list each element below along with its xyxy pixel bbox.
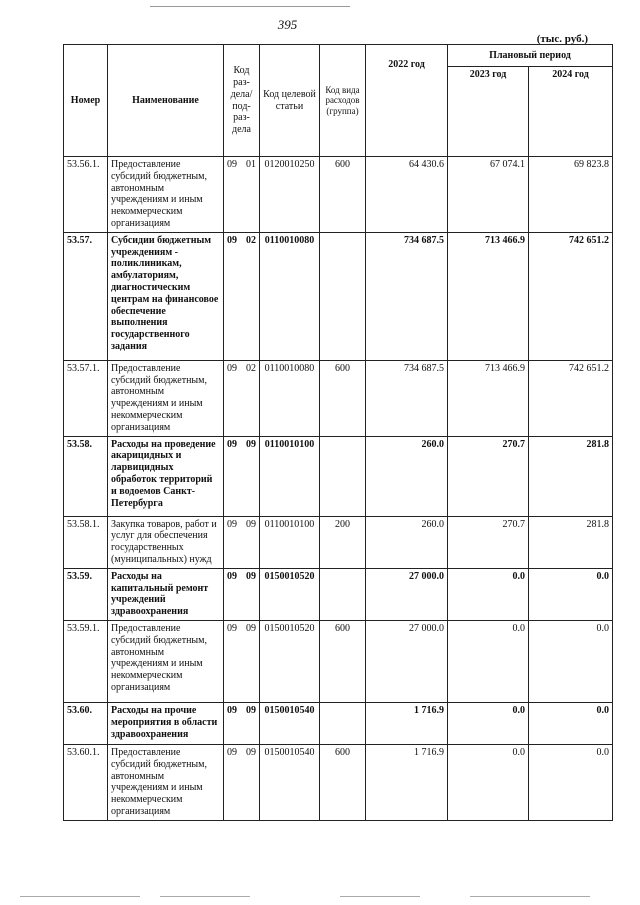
budget-table [63, 44, 613, 821]
table-row [64, 436, 613, 516]
row-2023: 270.7 [448, 436, 529, 516]
row-target-code: 0110010100 [260, 516, 320, 568]
row-name: Предоставление субсидий бюджетным, автономным учреждениям и иным некоммерческим организациям [108, 360, 224, 436]
row-expense-code: 600 [320, 744, 366, 820]
subsection-code: 01 [246, 159, 256, 170]
header-target-code: Код целевой статьи [260, 45, 320, 157]
subsection-code: 09 [246, 570, 256, 582]
header-expense-code: Код вида расходов (группа) [320, 45, 366, 157]
row-number: 53.56.1. [64, 157, 108, 233]
row-number: 53.60. [64, 702, 108, 744]
row-section-code [224, 516, 260, 568]
row-2023: 0.0 [448, 620, 529, 702]
row-2023: 0.0 [448, 744, 529, 820]
subsection-code: 09 [246, 438, 256, 450]
row-target-code: 0150010520 [260, 620, 320, 702]
row-expense-code: 600 [320, 620, 366, 702]
section-code: 09 [227, 234, 237, 246]
header-2023: 2023 год [448, 67, 529, 157]
table-body [64, 157, 613, 821]
row-2023: 713 466.9 [448, 360, 529, 436]
row-section-code [224, 744, 260, 820]
section-code: 09 [227, 746, 237, 758]
table-row [64, 232, 613, 360]
section-code: 09 [227, 518, 237, 530]
row-name: Расходы на прочие мероприятия в области здравоохранения [108, 702, 224, 744]
row-section-code [224, 568, 260, 620]
table-row [64, 516, 613, 568]
row-target-code: 0110010080 [260, 360, 320, 436]
section-code: 09 [227, 159, 237, 170]
row-2024: 0.0 [529, 620, 613, 702]
row-number: 53.58.1. [64, 516, 108, 568]
subsection-code: 09 [246, 746, 256, 758]
section-code: 09 [227, 362, 237, 374]
row-name: Закупка товаров, работ и услуг для обеспечения государственных (муниципальных) нужд [108, 516, 224, 568]
row-expense-code [320, 702, 366, 744]
section-code: 09 [227, 570, 237, 582]
row-2024: 0.0 [529, 702, 613, 744]
row-section-code [224, 157, 260, 233]
row-expense-code [320, 568, 366, 620]
row-2024: 742 651.2 [529, 232, 613, 360]
subsection-code: 09 [246, 622, 256, 634]
table-row [64, 568, 613, 620]
row-expense-code: 200 [320, 516, 366, 568]
row-number: 53.59. [64, 568, 108, 620]
row-name: Расходы на проведение акарицидных и ларвицидных обработок территорий и водоемов Санкт-Петербурга [108, 436, 224, 516]
row-2022: 27 000.0 [366, 620, 448, 702]
subsection-code: 09 [246, 704, 256, 716]
row-2024: 281.8 [529, 436, 613, 516]
row-2023: 67 074.1 [448, 157, 529, 233]
row-2024: 69 823.8 [529, 157, 613, 233]
row-2022: 64 430.6 [366, 157, 448, 233]
header-name: Наименование [108, 45, 224, 157]
row-2022: 734 687.5 [366, 232, 448, 360]
row-name: Предоставление субсидий бюджетным, автономным учреждениям и иным некоммерческим организациям [108, 744, 224, 820]
page-number: 395 [277, 17, 298, 32]
header-2022: 2022 год [366, 45, 448, 157]
row-target-code: 0110010080 [260, 232, 320, 360]
header-planning-period: Плановый период [448, 45, 613, 67]
units-label: (тыс. руб.) [536, 33, 588, 45]
row-2022: 1 716.9 [366, 744, 448, 820]
header-section-code: Код раз- дела/ под- раз- дела [224, 45, 260, 157]
row-2024: 0.0 [529, 568, 613, 620]
row-name: Предоставление субсидий бюджетным, автономным учреждениям и иным некоммерческим организациям [108, 620, 224, 702]
table-row [64, 620, 613, 702]
row-section-code [224, 436, 260, 516]
row-target-code: 0110010100 [260, 436, 320, 516]
subsection-code: 02 [246, 362, 256, 374]
header-2024: 2024 год [529, 67, 613, 157]
row-number: 53.59.1. [64, 620, 108, 702]
row-section-code [224, 360, 260, 436]
row-2024: 742 651.2 [529, 360, 613, 436]
row-2023: 0.0 [448, 702, 529, 744]
row-target-code: 0120010250 [260, 157, 320, 233]
section-code: 09 [227, 438, 237, 450]
section-code: 09 [227, 704, 237, 716]
top-rule [150, 6, 350, 7]
header-number: Номер [64, 45, 108, 157]
row-number: 53.57. [64, 232, 108, 360]
row-name: Предоставление субсидий бюджетным, автономным учреждениям и иным некоммерческим организациям [108, 157, 224, 233]
row-2022: 260.0 [366, 516, 448, 568]
row-number: 53.57.1. [64, 360, 108, 436]
row-section-code [224, 620, 260, 702]
row-2022: 27 000.0 [366, 568, 448, 620]
row-2022: 734 687.5 [366, 360, 448, 436]
row-2023: 713 466.9 [448, 232, 529, 360]
row-target-code: 0150010540 [260, 702, 320, 744]
row-section-code [224, 702, 260, 744]
table-header [64, 45, 613, 157]
row-name: Субсидии бюджетным учреждениям - поликлиникам, амбулаториям, диагностическим центрам на финансовое обеспечение выполнения государственного задания [108, 232, 224, 360]
table-row [64, 744, 613, 820]
row-name: Расходы на капитальный ремонт учреждений здравоохранения [108, 568, 224, 620]
row-2022: 260.0 [366, 436, 448, 516]
bottom-rule [0, 896, 640, 900]
row-number: 53.60.1. [64, 744, 108, 820]
subsection-code: 02 [246, 234, 256, 246]
subsection-code: 09 [246, 518, 256, 530]
row-section-code [224, 232, 260, 360]
row-2024: 0.0 [529, 744, 613, 820]
row-expense-code [320, 436, 366, 516]
row-2024: 281.8 [529, 516, 613, 568]
row-expense-code: 600 [320, 157, 366, 233]
row-target-code: 0150010520 [260, 568, 320, 620]
row-expense-code: 600 [320, 360, 366, 436]
table-row [64, 157, 613, 233]
table-row [64, 360, 613, 436]
table-row [64, 702, 613, 744]
row-number: 53.58. [64, 436, 108, 516]
row-target-code: 0150010540 [260, 744, 320, 820]
section-code: 09 [227, 622, 237, 634]
row-2023: 270.7 [448, 516, 529, 568]
row-2023: 0.0 [448, 568, 529, 620]
row-expense-code [320, 232, 366, 360]
row-2022: 1 716.9 [366, 702, 448, 744]
